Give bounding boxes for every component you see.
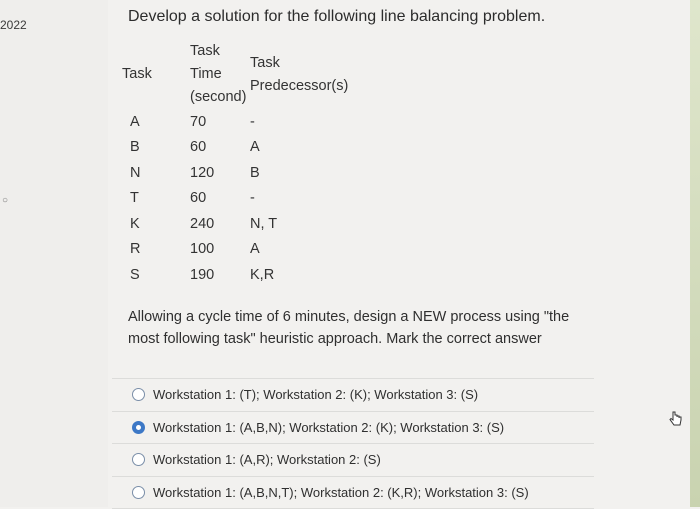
answer-option-3[interactable]	[112, 443, 594, 476]
cell-pred: A	[250, 237, 360, 263]
radio-button-selected-icon[interactable]	[132, 421, 145, 434]
cell-task: A	[122, 109, 190, 135]
cell-time: 240	[190, 211, 250, 237]
header-predecessor	[250, 40, 360, 109]
answer-option-1[interactable]	[112, 378, 594, 411]
cell-pred: B	[250, 160, 360, 186]
cell-time: 70	[190, 109, 250, 135]
cell-task: B	[122, 135, 190, 161]
cell-pred: -	[250, 109, 360, 135]
cell-pred: A	[250, 135, 360, 161]
cell-task: R	[122, 237, 190, 263]
hand-cursor-icon	[667, 410, 685, 428]
answer-option-2[interactable]	[112, 411, 594, 444]
radio-button-icon[interactable]	[132, 388, 145, 401]
right-edge-strip	[690, 0, 700, 507]
header-time	[190, 40, 250, 109]
table-row	[122, 109, 360, 135]
cell-pred: N, T	[250, 211, 360, 237]
header-time-line3: (second)	[190, 86, 250, 109]
header-pred-line1: Task	[250, 52, 360, 75]
cell-task: K	[122, 211, 190, 237]
cell-pred: K,R	[250, 262, 360, 288]
table-row	[122, 160, 360, 186]
cell-task: N	[122, 160, 190, 186]
cell-time: 100	[190, 237, 250, 263]
left-gutter	[0, 0, 108, 507]
cell-pred: -	[250, 186, 360, 212]
year-label: 2022	[0, 18, 27, 32]
answer-options	[112, 378, 594, 509]
radio-button-icon[interactable]	[132, 486, 145, 499]
header-task-label: Task	[122, 66, 152, 82]
cell-time: 120	[190, 160, 250, 186]
option-label[interactable]: Workstation 1: (A,B,N); Workstation 2: (K); Workstation 3: (S)	[153, 420, 504, 435]
cell-task: T	[122, 186, 190, 212]
table-row	[122, 186, 360, 212]
table-row	[122, 237, 360, 263]
header-task	[122, 40, 190, 109]
cell-time: 190	[190, 262, 250, 288]
option-label[interactable]: Workstation 1: (A,B,N,T); Workstation 2: (K,R); Workstation 3: (S)	[153, 485, 529, 500]
question-prompt: Allowing a cycle time of 6 minutes, design a NEW process using "the most following task" heuristic approach. Mark the correct answer	[128, 306, 578, 350]
option-label[interactable]: Workstation 1: (T); Workstation 2: (K); Workstation 3: (S)	[153, 387, 478, 402]
margin-mark-icon: ○	[2, 195, 8, 206]
radio-button-icon[interactable]	[132, 453, 145, 466]
cell-time: 60	[190, 186, 250, 212]
table-header-row	[122, 40, 360, 109]
table-row	[122, 262, 360, 288]
table-row	[122, 211, 360, 237]
table-row	[122, 135, 360, 161]
question-title: Develop a solution for the following line balancing problem.	[128, 8, 545, 26]
task-table	[122, 40, 360, 288]
header-time-line2: Time	[190, 63, 250, 86]
cell-time: 60	[190, 135, 250, 161]
cell-task: S	[122, 262, 190, 288]
header-time-line1: Task	[190, 40, 250, 63]
answer-option-4[interactable]	[112, 476, 594, 509]
option-label[interactable]: Workstation 1: (A,R); Workstation 2: (S)	[153, 452, 381, 467]
header-pred-line2: Predecessor(s)	[250, 75, 360, 98]
